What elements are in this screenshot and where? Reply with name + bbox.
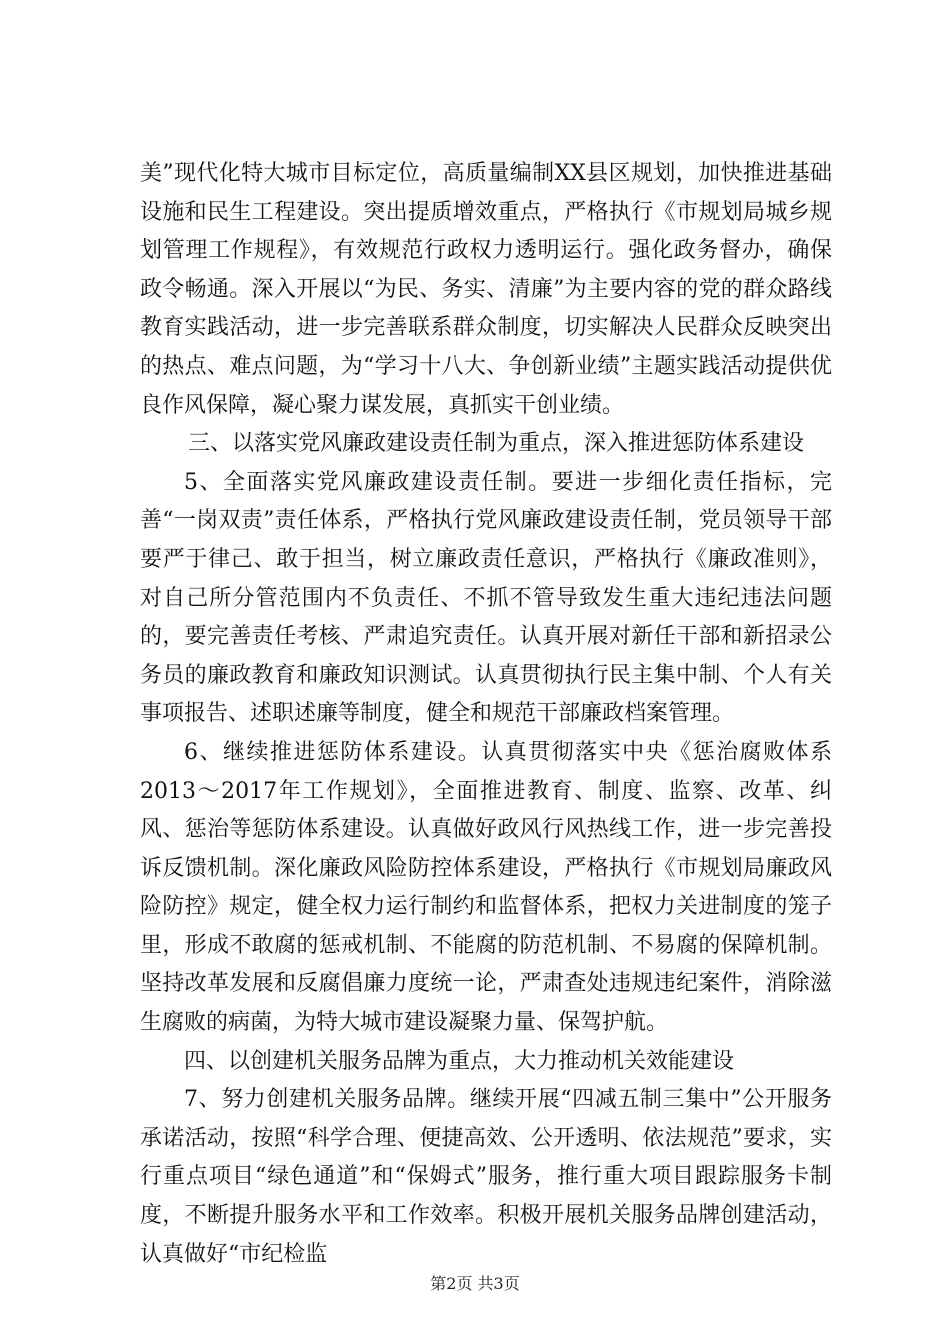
paragraph-item-6: 6、继续推进惩防体系建设。认真贯彻落实中央《惩治腐败体系2013～2017年工作规划》，全面推进教育、制度、监察、改革、纠风、惩治等惩防体系建设。认真做好政风行风热线工作，进一步完善投诉反馈机制。深化廉政风险防控体系建设，严格执行《市规划局廉政风险防控》规定，健全权力运行制约和监督体系，把权力关进制度的笼子里，形成不敢腐的惩戒机制、不能腐的防范机制、不易腐的保障机制。坚持改革发展和反腐倡廉力度统一论，严肃查处违规违纪案件，消除滋生腐败的病菌，为特大城市建设凝聚力量、保驾护航。	[140, 739, 832, 1036]
paragraph-item-5: 5、全面落实党风廉政建设责任制。要进一步细化责任指标，完善“一岗双责”责任体系，严格执行党风廉政建设责任制，党员领导干部要严于律己、敢于担当，树立廉政责任意识，严格执行《廉政准则》，对自己所分管范围内不负责任、不抓不管导致发生重大违纪违法问题的，要完善责任考核、严肃追究责任。认真开展对新任干部和新招录公务员的廉政教育和廉政知识测试。认真贯彻执行民主集中制、个人有关事项报告、述职述廉等制度，健全和规范干部廉政档案管理。	[140, 469, 832, 727]
page-number-footer: 第2页 共3页	[430, 1274, 520, 1293]
paragraph-continuation: 美”现代化特大城市目标定位，高质量编制XX县区规划，加快推进基础设施和民生工程建设。突出提质增效重点，严格执行《市规划局城乡规划管理工作规程》，有效规范行政权力透明运行。强化政务督办，确保政令畅通。深入开展以“为民、务实、清廉”为主要内容的党的群众路线教育实践活动，进一步完善联系群众制度，切实解决人民群众反映突出的热点、难点问题，为“学习十八大、争创新业绩”主题实践活动提供优良作风保障，凝心聚力谋发展，真抓实干创业绩。	[140, 161, 832, 418]
section-heading-4: 四、以创建机关服务品牌为重点，大力推动机关效能建设	[184, 1048, 735, 1074]
paragraph-item-7: 7、努力创建机关服务品牌。继续开展“四减五制三集中”公开服务承诺活动，按照“科学合理、便捷高效、公开透明、依法规范”要求，实行重点项目“绿色通道”和“保姆式”服务，推行重大项目跟踪服务卡制度，不断提升服务水平和工作效率。积极开展机关服务品牌创建活动，认真做好“市纪检监	[140, 1087, 832, 1267]
document-body	[140, 155, 832, 1274]
section-heading-3: 三、以落实党风廉政建设责任制为重点，深入推进惩防体系建设	[188, 431, 805, 457]
